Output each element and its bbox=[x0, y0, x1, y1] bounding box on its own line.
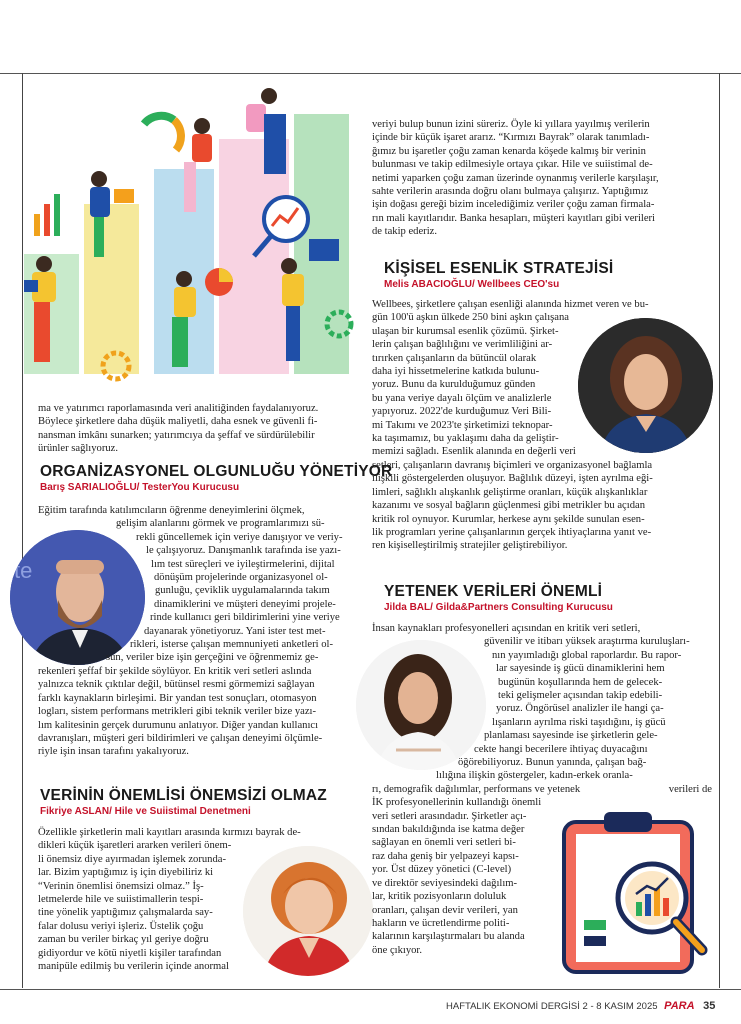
text-line bbox=[372, 783, 712, 796]
text-line: İK profesyonellerinin kullandığı önemli bbox=[372, 797, 542, 809]
intro-column2-text bbox=[372, 118, 712, 239]
text-line: dayanarak yönetiyoruz. Yani ister test met- bbox=[144, 625, 326, 637]
text-line: le çalışıyoruz. Danışmanlık tarafında ise yazı- bbox=[146, 545, 341, 557]
text-line: dikleri küçük işaretleri ararken verileri önem- bbox=[38, 840, 232, 852]
text-line: raz daha geniş bir yelpazeyi kapsı- bbox=[372, 850, 519, 862]
text-line: veriyi bulup bunun izini süreriz. Öyle ki yıllara yayılmış verilerin bbox=[372, 119, 650, 130]
text-line: li önemsiz diye ayırmadan işlemek zorunda- bbox=[38, 853, 226, 865]
text-line: lım kalitesinin gerçek durumunu anlatıyor. Diğer yandan kullanıcı bbox=[38, 719, 319, 731]
svg-text:te: te bbox=[14, 558, 33, 583]
text-line: logları, sistem performans metrikleri gibi teknik veriler bize yazı- bbox=[38, 706, 316, 718]
text-line: öne çıkıyor. bbox=[372, 944, 423, 956]
text-line: farklı kaynakların birleşimi. Bir yandan test sonuçları, otomasyon bbox=[38, 692, 317, 704]
text-line: ilişkili göstergelerden oluşuyor. Bağlılık düzeyi, işten ayrılma eği- bbox=[372, 473, 653, 485]
text-line: setleri, çalışanların davranış biçimleri ve organizasyonel bağlamla bbox=[372, 459, 653, 471]
text-line: yoruz. Bunu da kurulduğumuz günden bbox=[372, 379, 536, 391]
text-line: Özellikle şirketlerin mali kayıtları arasında kırmızı bayrak de- bbox=[38, 827, 301, 838]
section-heading-data-importance: VERİNİN ÖNEMLİSİ ÖNEMSİZİ OLMAZ bbox=[40, 787, 327, 804]
text-line: daha iyi hissetmelerine katkıda bulunu- bbox=[372, 366, 540, 378]
text-line: oranları, çalışan devir verileri, yan bbox=[372, 904, 518, 916]
text-line: sağlayan en önemli veri setleri bi- bbox=[372, 837, 516, 849]
text-line: nansman imkânı sunarken; yatırımcıya da şeffaf ve sürdürülebilir bbox=[38, 429, 315, 441]
text-line: ğımız bu işaretler çoğu zaman kenarda köşede kalmış bir verinin bbox=[372, 145, 646, 157]
footer-magazine-issue: HAFTALIK EKONOMİ DERGİSİ 2 - 8 KASIM 2025 bbox=[446, 1001, 658, 1012]
text-line: yapıyoruz. 2022'de kurduğumuz Veri Bili- bbox=[372, 406, 552, 418]
text-line-part: verileri de bbox=[668, 783, 712, 795]
text-line: Eğitim tarafında katılımcıların öğrenme deneyimlerini ölçmek, bbox=[38, 505, 305, 516]
page-footer bbox=[446, 1000, 715, 1012]
text-line: Wellbees, şirketlere çalışan esenliği alanında hizmet veren ve bu- bbox=[372, 299, 649, 310]
text-line: falar dolusu veriyi işleriz. Üstelik çoğu bbox=[38, 920, 204, 932]
text-line: sından bakıldığında ise katma değer bbox=[372, 824, 525, 836]
text-line: riyle işin insan tarafını yakalıyoruz. bbox=[38, 746, 189, 758]
text-line-part: rı, demografik dağılımlar, performans ve yetenek bbox=[372, 783, 581, 795]
text-line: mi Takımı ve 2023'te şirketimizi teknopar- bbox=[372, 419, 553, 431]
text-line: ka taşımamız, bu yaklaşımı daha da geliştir- bbox=[372, 433, 559, 445]
text-line: lılığına ilişkin göstergeler, kadın-erkek oranla- bbox=[436, 770, 633, 782]
text-line: bugünün koşullarında hem de gelecek- bbox=[498, 676, 663, 688]
text-line: içinde bir küçük işaret ararız. “Kırmızı Bayrak” olarak tanımladı- bbox=[372, 132, 650, 144]
text-line: ma ve yatırımcı raporlamasında veri analitiğinden faydalanıyoruz. bbox=[38, 403, 319, 414]
byline-melis-abacioglu: Melis ABACIOĞLU/ Wellbees CEO'su bbox=[384, 279, 560, 290]
text-line: sun, veriler bize işin gerçeğini ve öğrenmemiz ge- bbox=[106, 652, 319, 664]
text-line: lik programları yerine çalışanlarının gerçek ihtiyaçlarına yanıt ve- bbox=[372, 526, 652, 538]
text-line: rekli güncellemek için veriye danışıyor ve veriy- bbox=[136, 531, 343, 543]
text-line: teki gelişmeler açısından takip edebili- bbox=[498, 690, 663, 702]
text-line: ve direktör seviyesindeki dağılım- bbox=[372, 877, 518, 889]
intro-column1-text bbox=[38, 402, 358, 456]
text-line: rikleri, isterse çalışan memnuniyeti anketleri ol- bbox=[130, 639, 333, 651]
byline-fikriye-aslan: Fikriye ASLAN/ Hile ve Suiistimal Denetmeni bbox=[40, 806, 251, 817]
text-line: gidiyordur ve kötü niyetli kişiler tarafından bbox=[38, 947, 222, 959]
text-line: nın yayımladığı global raporlardır. Bu rapor- bbox=[492, 649, 682, 661]
text-line: lışanların ayrılma riski taşıdığını, iş gücü bbox=[492, 716, 666, 728]
text-line: gün 100'ü aşkın ülkede 250 bini aşkın çalışana bbox=[372, 312, 569, 324]
text-line: ulaşan bir kurumsal esenlik çözümü. Şirket- bbox=[372, 325, 559, 337]
text-line: güvenilir ve itibarı yüksek araştırma kuruluşları- bbox=[484, 636, 690, 648]
section-heading-organizational-maturity: ORGANİZASYONEL OLGUNLUĞU YÖNETİYOR bbox=[40, 463, 393, 480]
text-line: lım test süreçleri ve iyileştirmelerini, dijital bbox=[151, 558, 335, 570]
text-line: kazanımı ve sosyal bağların güçlenmesi gibi metrikler bu açıdan bbox=[372, 500, 645, 512]
byline-jilda-bal: Jilda BAL/ Gilda&Partners Consulting Kurucusu bbox=[384, 602, 613, 613]
text-line: letmelerde hile ve suiistimallerin tespi- bbox=[38, 894, 204, 906]
section1-body bbox=[38, 504, 358, 759]
text-line: lerin çalışan bağlılığını ve verimliliğini ar- bbox=[372, 339, 553, 351]
text-line: Böylece şirketlere daha düşük maliyetli, daha esnek ve güvenli fi- bbox=[38, 416, 318, 428]
text-line: davranışları, müşteri geri bildirimleri ve çalışan deneyimi ölçümle- bbox=[38, 732, 323, 744]
text-line: tırırken çalışanların da bütüncül olarak bbox=[372, 352, 537, 364]
text-line: gunluğu, çeviklik uygulamalarında takım bbox=[155, 585, 330, 597]
text-line: hakların ve ücretlendirme politi- bbox=[372, 917, 510, 929]
text-line: yoruz. Öngörüsel analizler ile hangi ça- bbox=[496, 703, 664, 715]
text-line: kalarının karşılaştırmaları bu alanda bbox=[372, 931, 525, 943]
text-line: sahte verilerin arasında doğru olanı bulmaya çalışırız. Yaptığımız bbox=[372, 186, 649, 198]
text-line: lar. Bizim yaptığımız iş için diyebiliriz ki bbox=[38, 867, 214, 879]
bottom-rule bbox=[0, 989, 741, 990]
footer-brand-logo: PARA bbox=[664, 1000, 695, 1012]
text-line: lar sayesinde iş gücü dinamiklerini hem bbox=[496, 663, 665, 675]
text-line: ren kişiselleştirilmiş stratejiler geliştirebiliyor. bbox=[372, 540, 568, 552]
text-line: yalnızca teknik çıktılar değil, bütünsel resmi görmemizi sağlayan bbox=[38, 679, 315, 691]
text-line: rekenleri şeffaf bir şekilde söylüyor. En kritik veri setleri aslında bbox=[38, 665, 312, 677]
text-line: planlaması sayesinde ise şirketlerin gele- bbox=[484, 730, 658, 742]
text-line: gelişim alanlarını görmek ve programlarımızı sü- bbox=[116, 518, 325, 530]
text-line: bu yana veriye dayalı ölçüm ve analizlerle bbox=[372, 392, 552, 404]
text-line: “Verinin önemlisi önemsizi olmaz.” İş- bbox=[38, 880, 204, 892]
section-heading-wellbeing-strategy: KİŞİSEL ESENLİK STRATEJİSİ bbox=[384, 260, 614, 277]
text-line: tine yönelik yaptığımız çalışmalarda say- bbox=[38, 907, 213, 919]
clipboard-chart-illustration bbox=[552, 808, 722, 983]
text-line: İnsan kaynakları profesyonelleri açısından en kritik veri setleri, bbox=[372, 623, 641, 634]
text-line: cekte hangi becerilere ihtiyaç duyacağını bbox=[474, 743, 648, 755]
text-line: işin doğası gereği bizim incelediğimiz veriler çoğu zaman firmala- bbox=[372, 199, 655, 211]
text-line: netimi yaparken çoğu zaman üzerinde oynanmış verilerle karşılaşır, bbox=[372, 172, 659, 184]
left-margin-line bbox=[22, 73, 23, 988]
text-line: rinde kullanıcı geri bildirimlerini yine veriye bbox=[150, 612, 340, 624]
text-line: de takip ederiz. bbox=[372, 226, 438, 238]
portrait-fikriye-aslan bbox=[243, 846, 373, 976]
text-line: dönüşüm projelerinde organizasyonel ol- bbox=[154, 572, 328, 584]
text-line: bulunması ve takip edilmesiyle ortaya çıkar. Hile ve suiistimal de- bbox=[372, 159, 653, 171]
text-line: ürünler sağlıyoruz. bbox=[38, 443, 119, 455]
section3-body bbox=[372, 298, 712, 553]
byline-baris-sarialioglu: Barış SARIALIOĞLU/ TesterYou Kurucusu bbox=[40, 482, 240, 493]
text-line: yor. Üst düzey yönetici (C-level) bbox=[372, 864, 512, 876]
text-line: kritik rol oynuyor. Kurumlar, herkese aynı şekilde sunulan esen- bbox=[372, 513, 645, 525]
text-line: manipüle edilmiş bu verilerin içinde anormal bbox=[38, 961, 229, 973]
data-analytics-illustration bbox=[24, 84, 354, 384]
text-line: dinamiklerini ve müşteri deneyimi projele- bbox=[154, 598, 336, 610]
text-line: rın mali kayıtlarıdır. Banka hesapları, müşteri kayıtları gibi verileri bbox=[372, 212, 656, 224]
section-heading-talent-data: YETENEK VERİLERİ ÖNEMLİ bbox=[384, 583, 603, 600]
text-line: limleri, sağlıklı alışkanlık geliştirme oranları, küçük alışkanlıklar bbox=[372, 486, 648, 498]
text-line: veri setleri arasındadır. Şirketler açı- bbox=[372, 810, 527, 822]
text-line: öğörebiliyoruz. Bunun yanında, çalışan bağ- bbox=[458, 757, 647, 769]
text-line: memizi sağladı. Esenlik alanında en değerli veri bbox=[372, 446, 576, 458]
top-rule bbox=[0, 73, 741, 74]
footer-page-number: 35 bbox=[703, 1000, 716, 1012]
text-line: zaman bu veriler birkaç yıl geriye doğru bbox=[38, 934, 209, 946]
text-line: lar, kritik pozisyonların doluluk bbox=[372, 891, 507, 903]
